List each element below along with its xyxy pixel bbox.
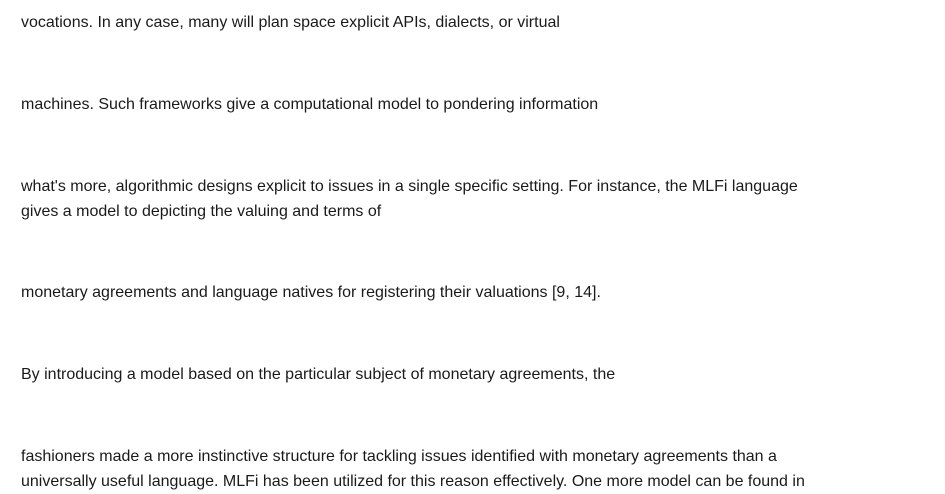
paragraph-1: vocations. In any case, many will plan space explicit APIs, dialects, or virtual (21, 14, 560, 31)
paragraph-6: fashioners made a more instinctive structure for tackling issues identified with monetary agreements than a universally useful language. MLFi has been utilized for this reason effectively. One more model can be found in (21, 448, 805, 490)
paragraph-4: monetary agreements and language natives for registering their valuations [9, 14]. (21, 284, 601, 301)
paragraph-2: machines. Such frameworks give a computational model to pondering information (21, 96, 599, 113)
paragraph-3: what's more, algorithmic designs explicit to issues in a single specific setting. For instance, the MLFi language gives a model to depicting the valuing and terms of (21, 178, 798, 220)
paragraph-5: By introducing a model based on the particular subject of monetary agreements, the (21, 366, 616, 383)
